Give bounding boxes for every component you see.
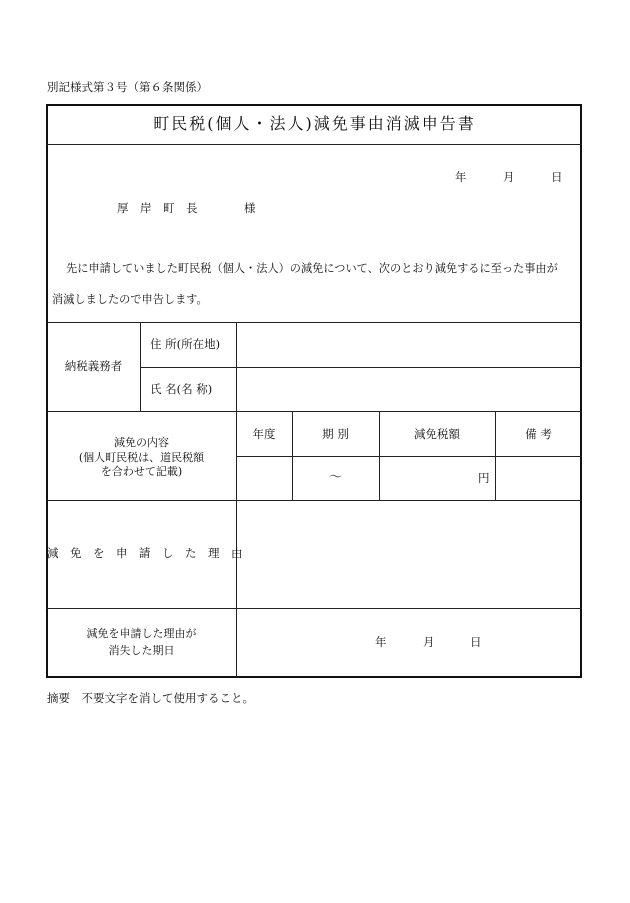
- form-number-note: 別記様式第３号（第６条関係）: [47, 80, 208, 94]
- lapse-month-label: 月: [423, 635, 435, 649]
- address-field[interactable]: [237, 323, 581, 367]
- date-day-label: 日: [551, 170, 563, 184]
- lapse-day-label: 日: [470, 635, 482, 649]
- name-label: 氏 名(名 称): [150, 382, 213, 396]
- address-label: 住 所(所在地): [150, 337, 221, 351]
- col-header-year: 年度: [252, 427, 276, 441]
- form-title: 町民税(個人・法人)減免事由消滅申告書: [153, 114, 476, 133]
- exemption-label-line1: 減免の内容: [114, 436, 169, 449]
- col-header-remarks: 備 考: [525, 427, 552, 441]
- reason-label: 減 免 を 申 請 し た 理 由: [47, 546, 243, 560]
- date-month-label: 月: [503, 170, 515, 184]
- footer-note: 摘要 不要文字を消して使用すること。: [47, 691, 254, 705]
- period-separator: ～: [328, 470, 342, 485]
- lapse-year-label: 年: [375, 635, 387, 649]
- body-text-line2: 消滅しましたので申告します。: [52, 293, 208, 306]
- col-header-amount: 減免税額: [414, 427, 460, 441]
- date-year-label: 年: [455, 170, 467, 184]
- remarks-field[interactable]: [496, 457, 581, 500]
- reason-field[interactable]: [237, 501, 581, 608]
- body-text-line1: 先に申請していました町民税（個人・法人）の減免について、次のとおり減免するに至った事由が: [66, 262, 558, 275]
- year-column-divider: [292, 411, 293, 500]
- taxpayer-group-label: 納税義務者: [64, 359, 123, 373]
- exemption-label-line2: (個人町民税は、道民税額: [78, 451, 205, 464]
- lapse-label-line2: 消失した期日: [108, 644, 175, 657]
- col-header-period: 期 別: [322, 427, 349, 441]
- honorific: 様: [244, 201, 256, 215]
- reason-divider: [47, 608, 582, 609]
- year-field[interactable]: [237, 457, 292, 500]
- addressee: 厚 岸 町 長: [117, 201, 198, 215]
- title-divider: [47, 144, 582, 145]
- exemption-label-line3: を合わせて記載): [100, 465, 183, 478]
- taxpayer-group-divider: [140, 322, 141, 411]
- name-field[interactable]: [237, 368, 581, 411]
- taxpayer-divider: [47, 411, 582, 412]
- lapse-label-line1: 減免を申請した理由が: [86, 627, 197, 640]
- amount-unit: 円: [478, 471, 490, 485]
